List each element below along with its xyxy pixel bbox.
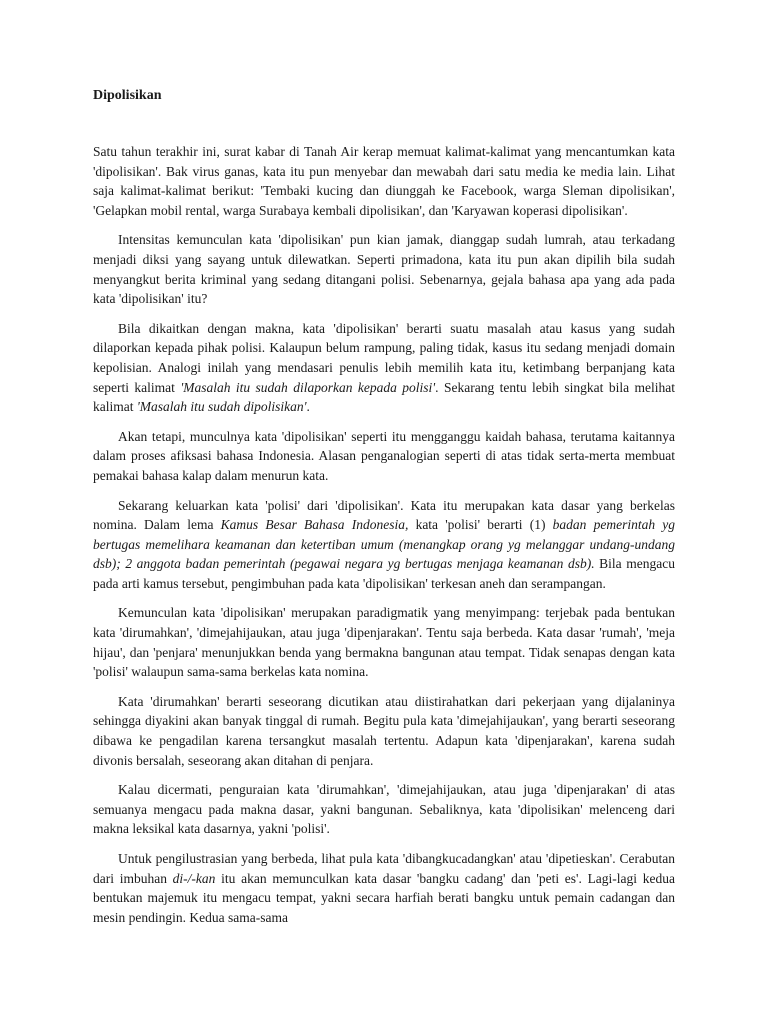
paragraph	[93, 230, 675, 308]
paragraph	[93, 780, 675, 839]
paragraph-text: Bila dikaitkan dengan makna, kata 'dipolisikan' berarti suatu masalah atau kasus yang sudah dilaporkan kepada pihak polisi. Kalaupun belum rampung, paling tidak, kasus itu sedang menjadi domain kepolisian. Analogi inilah yang mendasari penulis lebih memilih kata itu, ketimbang berpanjang kata seperti kalimat	[93, 320, 675, 395]
paragraph-text: Untuk pengilustrasian yang berbeda, lihat pula kata 'dibangkucadangkan' atau 'dipetieskan'. Cerabutan dari imbuhan	[93, 851, 675, 886]
document-page	[93, 86, 675, 937]
paragraph	[93, 427, 675, 486]
italic-text: badan pemerintah yg bertugas memelihara keamanan dan ketertiban umum (menangkap orang yg melanggar undang-undang dsb); 2 anggota badan pemerintah (pegawai negara yg bertugas menjaga keamanan dsb).	[93, 517, 676, 572]
paragraph-text: kata 'polisi' berarti (1)	[408, 517, 553, 533]
paragraph-text: Intensitas kemunculan kata 'dipolisikan' pun kian jamak, dianggap sudah lumrah, atau terkadang menjadi diksi yang sayang untuk dilewatkan. Seperti primadona, kata itu pun akan dipilih bila sudah menyangkut berita kriminal yang sedang ditangani polisi. Sebenarnya, gejala bahasa apa yang ada pada kata 'dipolisikan' itu?	[93, 232, 675, 307]
paragraph-text: Kata 'dirumahkan' berarti seseorang dicutikan atau diistirahatkan dari pekerjaan yang dijalaninya sehingga diyakini akan banyak tinggal di rumah. Begitu pula kata 'dimejahijaukan', yang berarti seseorang dibawa ke pengadilan karena tersangkut masalah tertentu. Adapun kata 'dipenjarakan', karena sudah divonis bersalah, seseorang akan ditahan di penjara.	[93, 693, 675, 768]
paragraph-text: itu akan memunculkan kata dasar 'bangku cadang' dan 'peti es'. Lagi-lagi kedua bentukan majemuk itu mengacu tempat, yakni secara harfiah berati bangku untuk pemain cadangan dan mesin pendingin. Kedua sama-sama	[93, 870, 675, 925]
paragraph-text: Sekarang keluarkan kata 'polisi' dari 'dipolisikan'. Kata itu merupakan kata dasar yang berkelas nomina. Dalam lema	[93, 497, 675, 533]
paragraph	[93, 692, 675, 770]
paragraph	[93, 849, 675, 927]
paragraph	[93, 319, 675, 417]
document-title: Dipolisikan	[93, 88, 162, 103]
paragraph-text: Bila mengacu pada arti kamus tersebut, pengimbuhan pada kata 'dipolisikan' terkesan aneh dan serampangan.	[93, 556, 675, 591]
paragraph	[93, 603, 675, 681]
paragraph	[93, 142, 675, 220]
paragraph-text: Kemunculan kata 'dipolisikan' merupakan paradigmatik yang menyimpang: terjebak pada bentukan kata 'dirumahkan', 'dimejahijaukan, atau juga 'dipenjarakan'. Tentu saja berbeda. Kata dasar 'rumah', 'meja hijau', dan 'penjara' menunjukkan benda yang bermakna bangunan atau tempat. Tidak senapas dengan kata 'polisi' walaupun sama-sama berkelas kata nomina.	[93, 605, 675, 680]
paragraph-text: Satu tahun terakhir ini, surat kabar di Tanah Air kerap memuat kalimat-kalimat yang mencantumkan kata 'dipolisikan'. Bak virus ganas, kata itu pun menyebar dan mewabah dari satu media ke media lain. Lihat saja kalimat-kalimat berikut: 'Tembaki kucing dan diunggah ke Facebook, warga Sleman dipolisikan', 'Gelapkan mobil rental, warga Surabaya kembali dipolisikan', dan 'Karyawan koperasi dipolisikan'.	[93, 144, 675, 218]
paragraph-text: Akan tetapi, munculnya kata 'dipolisikan' seperti itu mengganggu kaidah bahasa, terutama kaitannya dalam proses afiksasi bahasa Indonesia. Alasan penganalogian seperti di atas tidak serta-merta membuat pemakai bahasa kalap dalam menurun kata.	[93, 428, 675, 483]
italic-text: 'Masalah itu sudah dilaporkan kepada polisi'	[180, 379, 436, 395]
italic-text: Kamus Besar Bahasa Indonesia,	[220, 517, 409, 533]
paragraph-text: . Sekarang tentu lebih singkat bila melihat kalimat	[93, 379, 675, 415]
paragraph-text: Kalau dicermati, penguraian kata 'dirumahkan', 'dimejahijaukan, atau juga 'dipenjarakan' di atas semuanya mengacu pada makna dasar, yakni bangunan. Sebaliknya, kata 'dipolisikan' melenceng dari makna leksikal kata dasarnya, yakni 'polisi'.	[93, 782, 675, 837]
paragraph-text: .	[306, 399, 310, 415]
paragraph	[93, 496, 675, 594]
italic-text: di-/-kan	[172, 870, 216, 886]
italic-text: 'Masalah itu sudah dipolisikan'	[136, 399, 307, 415]
document-body	[93, 142, 675, 927]
